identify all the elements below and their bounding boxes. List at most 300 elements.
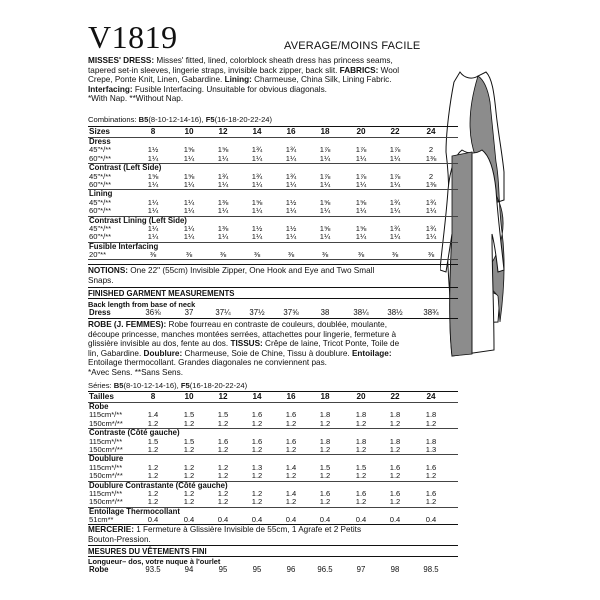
english-description	[88, 56, 458, 104]
yardage-cell: 1.5	[183, 410, 195, 420]
yardage-cell: 1⅜	[425, 179, 437, 189]
yardage-cell: 1.2	[217, 488, 229, 498]
measurement-cell: 94	[184, 565, 194, 574]
yardage-cell: 1.8	[355, 436, 367, 446]
yardage-cell: 1⅜	[217, 197, 229, 207]
fabric-group-label: Dress	[89, 137, 111, 146]
yardage-cell: 1.5	[147, 436, 159, 446]
divider	[88, 298, 458, 299]
desc-line: Crepe, Ponte Knit, Linen, Gabardine.	[88, 75, 223, 85]
yardage-cell: 1¼	[217, 153, 229, 163]
measurement-cell: 93.5	[145, 565, 161, 574]
sizes-header-row	[88, 127, 458, 138]
yardage-cell: 1.2	[355, 471, 367, 481]
yardage-cell: 1.2	[251, 418, 263, 428]
yardage-cell: 1⅝	[319, 223, 331, 233]
yardage-cell: 1¾	[251, 145, 263, 155]
series-label: Séries:	[88, 381, 114, 390]
yardage-cell: 1¼	[389, 206, 401, 216]
yardage-cell: 1.6	[389, 488, 401, 498]
yardage-cell: 1⅜	[217, 223, 229, 233]
yardage-cell: 1¾	[425, 223, 437, 233]
measurement-cell: 38½	[387, 308, 403, 317]
yardage-cell: 0.4	[319, 515, 331, 525]
table-row	[88, 446, 458, 455]
yardage-cell: 1⅞	[319, 145, 331, 155]
yardage-cell: 1½	[251, 223, 263, 233]
table-row	[88, 225, 458, 233]
sizes-label: Sizes	[89, 127, 110, 136]
size-header-cell: 18	[320, 392, 330, 401]
yardage-cell: 1¾	[425, 197, 437, 207]
yardage-cell: 1¼	[355, 232, 367, 242]
combo-code: F5	[180, 381, 190, 390]
divider	[88, 545, 458, 546]
french-finished-robe-row	[88, 566, 458, 574]
fabric-group-label: Doublure Contrastante (Côté gauche)	[89, 480, 228, 490]
yardage-cell: 1.2	[285, 418, 297, 428]
yardage-cell: 1.2	[251, 471, 263, 481]
yardage-cell: 1.2	[183, 471, 195, 481]
size-header-cell: 16	[286, 127, 296, 136]
yardage-cell: 1⅝	[319, 197, 331, 207]
measurement-cell: 37⅝	[283, 308, 299, 317]
yardage-cell: 1¼	[251, 153, 263, 163]
yardage-cell: 1.2	[355, 444, 367, 454]
french-metrage-table	[88, 392, 458, 525]
yardage-cell: 1.2	[319, 418, 331, 428]
fabric-group-heading	[88, 138, 458, 146]
sizes-header-row	[88, 392, 458, 403]
yardage-cell: 1.2	[147, 488, 159, 498]
table-row	[88, 146, 458, 154]
fabric-width-label: 115cm*/**	[89, 488, 123, 498]
yardage-cell: 1.3	[251, 462, 263, 472]
yardage-cell: 1¼	[217, 179, 229, 189]
fabric-width-label: 45"*/**	[89, 171, 112, 181]
size-header-cell: 10	[184, 392, 194, 401]
lining-text: Charmeuse, China Silk, Lining Fabric.	[251, 75, 392, 85]
desc-line: découpe princesse, manches montées serrées, attachettes pour lingerie, fermeture à	[88, 329, 397, 339]
series-line	[88, 381, 247, 390]
yardage-cell: 1¼	[147, 153, 159, 163]
yardage-cell: 1.2	[355, 497, 367, 507]
desc-line: lin, Gabardine.	[88, 348, 144, 358]
yardage-cell: 1.6	[217, 436, 229, 446]
yardage-cell: 1.2	[217, 497, 229, 507]
size-header-cell: 24	[426, 392, 436, 401]
desc-line: Entoilage thermocollant. Grandes diagonales ne conviennent pas.	[88, 358, 327, 368]
fabric-width-label: 51cm**	[89, 515, 114, 525]
yardage-cell: 1½	[285, 197, 297, 207]
combo-sizes: (16-18-20-22-24)	[214, 115, 273, 124]
yardage-cell: ⅜	[357, 250, 365, 260]
yardage-cell: 1¼	[285, 232, 297, 242]
yardage-cell: 1.8	[389, 410, 401, 420]
fabric-group-label: Contraste (Côté gauche)	[89, 428, 180, 438]
yardage-cell: 1¼	[147, 206, 159, 216]
fabric-width-label: 150cm*/**	[89, 444, 123, 454]
mercerie-text: Bouton-Pression.	[88, 534, 151, 544]
fabric-group-heading	[88, 403, 458, 411]
yardage-cell: ⅜	[321, 250, 329, 260]
yardage-cell: 1.2	[285, 497, 297, 507]
yardage-cell: 1¼	[183, 223, 195, 233]
fabric-group-label: Robe	[89, 402, 109, 411]
fabric-width-label: 115cm*/**	[89, 410, 123, 420]
yardage-cell: 1¾	[251, 171, 263, 181]
fabric-width-label: 150cm*/**	[89, 418, 123, 428]
desc-line: Fusible Interfacing. Unsuitable for obvious diagonals.	[134, 84, 327, 94]
yardage-cell: 1¼	[217, 206, 229, 216]
table-row	[88, 173, 458, 181]
measurement-cell: 98.5	[423, 565, 439, 574]
fabric-width-label: 20"**	[89, 250, 107, 260]
fabric-width-label: 60"*/**	[89, 153, 112, 163]
measurement-cell: 38¼	[353, 308, 369, 317]
table-row	[88, 438, 458, 446]
combo-code: B5	[113, 381, 124, 390]
yardage-cell: 1.2	[389, 444, 401, 454]
yardage-cell: ⅜	[253, 250, 261, 260]
yardage-cell: 1.2	[217, 462, 229, 472]
fabric-width-label: 115cm*/**	[89, 436, 123, 446]
yardage-cell: 1.5	[355, 462, 367, 472]
yardage-cell: 1.6	[251, 410, 263, 420]
fabric-width-label: 60"*/**	[89, 206, 112, 216]
yardage-cell: 1¼	[147, 232, 159, 242]
yardage-cell: 1⅞	[389, 171, 401, 181]
yardage-cell: 1.2	[389, 471, 401, 481]
yardage-cell: ⅜	[185, 250, 193, 260]
combo-sizes: (8-10-12-14-16),	[123, 381, 181, 390]
yardage-cell: 1.4	[285, 488, 297, 498]
fabric-width-label: 45"*/**	[89, 223, 112, 233]
yardage-cell: 1.2	[355, 418, 367, 428]
yardage-cell: 1¼	[355, 179, 367, 189]
yardage-cell: 1¼	[183, 179, 195, 189]
yardage-cell: 1.2	[251, 488, 263, 498]
divider	[88, 264, 458, 265]
measurement-cell: 95	[252, 565, 262, 574]
combinations-label: Combinations:	[88, 115, 139, 124]
size-header-cell: 14	[252, 127, 262, 136]
yardage-cell: 1.2	[217, 471, 229, 481]
size-header-cell: 8	[150, 392, 156, 401]
yardage-cell: 1.5	[319, 462, 331, 472]
yardage-cell: 0.4	[425, 515, 437, 525]
size-header-cell: 18	[320, 127, 330, 136]
fabric-group-heading	[88, 217, 458, 225]
yardage-cell: 1⅝	[147, 171, 159, 181]
yardage-cell: 1¼	[251, 232, 263, 242]
yardage-cell: 1.6	[251, 436, 263, 446]
combo-code: F5	[205, 115, 215, 124]
yardage-cell: 1.2	[147, 418, 159, 428]
table-row	[88, 566, 458, 574]
notions	[88, 266, 458, 285]
mercerie-text: 1 Fermeture à Glissière Invisible de 55cm, 1 Agrafe et 2 Petits	[133, 525, 362, 534]
size-header-cell: 8	[150, 127, 156, 136]
yardage-cell: 1.6	[425, 488, 437, 498]
yardage-cell: 1.2	[251, 444, 263, 454]
table-row	[88, 411, 458, 419]
yardage-cell: 1.3	[425, 444, 437, 454]
fabric-width-label: 45"*/**	[89, 145, 112, 155]
yardage-cell: ⅜	[149, 250, 157, 260]
yardage-cell: 1¼	[389, 232, 401, 242]
yardage-cell: 1.8	[389, 436, 401, 446]
yardage-cell: 1.2	[183, 462, 195, 472]
yardage-cell: 1⅝	[355, 197, 367, 207]
fabrics-label: FABRICS:	[339, 65, 379, 75]
yardage-cell: 1¼	[147, 179, 159, 189]
desc-line: Charmeuse, Soie de Chine, Tissu à doublure.	[182, 348, 352, 358]
size-header-cell: 14	[252, 392, 262, 401]
yardage-cell: 1¼	[425, 232, 437, 242]
english-finished-dress-row	[88, 309, 458, 317]
table-row	[88, 251, 458, 260]
yardage-cell: 1¾	[389, 197, 401, 207]
yardage-cell: 1.4	[147, 410, 159, 420]
size-header-cell: 10	[184, 127, 194, 136]
yardage-cell: 0.4	[355, 515, 367, 525]
english-yardage-table	[88, 127, 458, 260]
yardage-cell: 1¼	[285, 206, 297, 216]
fabric-group-label: Doublure	[89, 454, 124, 464]
yardage-cell: 1.2	[183, 444, 195, 454]
desc-line: Crêpe de laine, Tricot Ponte, Toile de	[262, 339, 400, 349]
difficulty-level: AVERAGE/MOINS FACILE	[284, 40, 421, 52]
table-row	[88, 181, 458, 190]
yardage-cell: 1⅝	[251, 197, 263, 207]
combo-code: B5	[138, 115, 149, 124]
lining-label: Lining:	[224, 75, 252, 85]
fabric-group-heading	[88, 190, 458, 198]
doublure-label: Doublure:	[143, 348, 183, 358]
measurement-cell: 38	[320, 308, 330, 317]
yardage-cell: 1.2	[319, 497, 331, 507]
notions-label: NOTIONS:	[88, 266, 129, 275]
combo-sizes: (16-18-20-22-24)	[189, 381, 248, 390]
measurement-cell: 98	[390, 565, 400, 574]
yardage-cell: 1.6	[319, 488, 331, 498]
yardage-cell: 1⅜	[425, 153, 437, 163]
yardage-cell: 1.2	[147, 497, 159, 507]
measurement-cell: 36⅝	[145, 308, 161, 317]
yardage-cell: 0.4	[251, 515, 263, 525]
yardage-cell: 1¼	[217, 232, 229, 242]
yardage-cell: 1.6	[389, 462, 401, 472]
yardage-cell: 1¾	[285, 145, 297, 155]
yardage-cell: 1⅝	[355, 223, 367, 233]
yardage-cell: 1⅝	[217, 145, 229, 155]
measurement-cell: 37¼	[215, 308, 231, 317]
yardage-cell: 1⅝	[183, 145, 195, 155]
entoilage-label: Entoilage:	[351, 348, 392, 358]
yardage-cell: 1.5	[183, 436, 195, 446]
yardage-cell: 1.2	[217, 444, 229, 454]
yardage-cell: 1¾	[389, 223, 401, 233]
measurement-cell: 95	[218, 565, 228, 574]
fabric-width-label: 115cm*/**	[89, 462, 123, 472]
yardage-cell: 1¼	[183, 153, 195, 163]
table-row	[88, 199, 458, 207]
yardage-cell: 1.5	[217, 410, 229, 420]
size-header-cell: 22	[390, 392, 400, 401]
garment-label: Dress	[89, 308, 111, 317]
yardage-cell: 1¼	[425, 206, 437, 216]
size-header-cell: 12	[218, 392, 228, 401]
size-header-cell: 20	[356, 127, 366, 136]
fabric-group-label: Contrast (Left Side)	[89, 163, 162, 173]
yardage-cell: 0.4	[147, 515, 159, 525]
yardage-cell: 1½	[285, 223, 297, 233]
fabric-width-label: 45"*/**	[89, 197, 112, 207]
yardage-cell: ⅜	[219, 250, 227, 260]
yardage-cell: 1¼	[183, 232, 195, 242]
yardage-cell: 1.2	[319, 471, 331, 481]
interfacing-label: Interfacing:	[88, 84, 133, 94]
size-header-cell: 16	[286, 392, 296, 401]
yardage-cell: 1.2	[183, 418, 195, 428]
measurement-cell: 37	[184, 308, 194, 317]
yardage-cell: 1¼	[319, 206, 331, 216]
yardage-cell: 1.2	[425, 471, 437, 481]
notions-text: One 22" (55cm) Invisible Zipper, One Hook and Eye and Two Small	[128, 266, 375, 275]
sizes-label: Tailles	[89, 392, 114, 401]
yardage-cell: 0.4	[389, 515, 401, 525]
yardage-cell: 1¼	[319, 232, 331, 242]
finished-measurements-title: MESURES DU VÊTEMENTS FINI	[88, 547, 207, 556]
combinations-line	[88, 115, 272, 124]
yardage-cell: 1¾	[285, 171, 297, 181]
measurement-cell: 38¾	[423, 308, 439, 317]
fabrics-text: Wool	[378, 65, 400, 75]
fabric-group-label: Fusible Interfacing	[89, 241, 159, 251]
yardage-cell: 1.2	[389, 497, 401, 507]
yardage-cell: 1.4	[285, 462, 297, 472]
tissus-label: TISSUS:	[230, 339, 263, 349]
yardage-cell: 1.6	[425, 462, 437, 472]
yardage-cell: 1⅞	[355, 145, 367, 155]
yardage-cell: 1.2	[285, 471, 297, 481]
yardage-cell: 0.4	[285, 515, 297, 525]
divider	[88, 287, 458, 288]
yardage-cell: 2	[428, 145, 434, 155]
mercerie-label: MERCERIE:	[88, 525, 134, 534]
yardage-cell: 1.2	[217, 418, 229, 428]
yardage-cell: 1.2	[425, 497, 437, 507]
yardage-cell: 1¼	[355, 206, 367, 216]
yardage-cell: 1.2	[147, 471, 159, 481]
measurement-cell: 97	[356, 565, 366, 574]
fabric-width-label: 60"*/**	[89, 179, 112, 189]
finished-measurements-title: FINISHED GARMENT MEASUREMENTS	[88, 289, 235, 298]
size-header-cell: 22	[390, 127, 400, 136]
back-length-label: Longueur– dos, votre nuque à l'ourlet	[88, 557, 221, 566]
desc-line: Robe fourreau en contraste de couleurs, doublée, moulante,	[166, 320, 388, 329]
divider	[88, 318, 458, 319]
table-row	[88, 490, 458, 498]
yardage-cell: 1.8	[425, 436, 437, 446]
yardage-cell: 1¼	[251, 206, 263, 216]
yardage-cell: 1.2	[389, 418, 401, 428]
yardage-cell: 1⅝	[183, 171, 195, 181]
yardage-cell: 1.8	[355, 410, 367, 420]
yardage-cell: 0.4	[217, 515, 229, 525]
mercerie	[88, 525, 458, 544]
yardage-cell: 1⅞	[389, 145, 401, 155]
yardage-cell: 1.2	[147, 462, 159, 472]
yardage-cell: 1¼	[147, 197, 159, 207]
yardage-cell: 1.6	[285, 410, 297, 420]
yardage-cell: 1¼	[319, 153, 331, 163]
yardage-cell: 1.2	[183, 488, 195, 498]
size-header-cell: 24	[426, 127, 436, 136]
desc-title: MISSES' DRESS:	[88, 56, 155, 65]
yardage-cell: 1¼	[285, 179, 297, 189]
yardage-cell: 1.2	[251, 497, 263, 507]
combo-sizes: (8-10-12-14-16),	[148, 115, 206, 124]
table-row	[88, 309, 458, 317]
table-row	[88, 464, 458, 472]
yardage-cell: 1.2	[183, 497, 195, 507]
fabric-group-label: Contrast Lining (Left Side)	[89, 215, 187, 225]
desc-line: glissière invisible au dos, fente au dos.	[88, 339, 231, 349]
yardage-cell: 1.2	[147, 444, 159, 454]
yardage-cell: 1½	[147, 145, 159, 155]
yardage-cell: ⅜	[287, 250, 295, 260]
desc-line: *Avec Sens. **Sans Sens.	[88, 367, 183, 377]
fabric-width-label: 150cm*/**	[89, 471, 123, 481]
size-header-cell: 12	[218, 127, 228, 136]
measurement-cell: 37½	[249, 308, 265, 317]
size-header-cell: 20	[356, 392, 366, 401]
yardage-cell: ⅜	[391, 250, 399, 260]
fabric-group-label: Entoilage Thermocollant	[89, 506, 180, 516]
yardage-cell: 1¼	[389, 179, 401, 189]
yardage-cell: 1¼	[355, 153, 367, 163]
fabric-group-heading	[88, 455, 458, 463]
fabric-group-heading	[88, 429, 458, 437]
yardage-cell: 1.8	[319, 410, 331, 420]
yardage-cell: 1¼	[389, 153, 401, 163]
yardage-cell: 1⅞	[319, 171, 331, 181]
yardage-cell: 1.6	[285, 436, 297, 446]
measurement-cell: 96.5	[317, 565, 333, 574]
yardage-cell: 1¼	[183, 206, 195, 216]
garment-label: Robe	[89, 565, 109, 574]
fabric-group-heading	[88, 482, 458, 490]
fabric-width-label: 150cm*/**	[89, 497, 123, 507]
pattern-number: V1819	[88, 19, 178, 55]
back-length-label: Back length from base of neck	[88, 300, 196, 309]
yardage-cell: 1.6	[355, 488, 367, 498]
desc-line: *With Nap. **Without Nap.	[88, 94, 184, 104]
desc-line: tapered set-in sleeves, lingerie straps, invisible back zipper, back slit.	[88, 65, 338, 75]
yardage-cell: 1¼	[183, 197, 195, 207]
measurement-cell: 96	[286, 565, 296, 574]
yardage-cell: 1.8	[425, 410, 437, 420]
yardage-cell: 1.2	[285, 444, 297, 454]
yardage-cell: 1.2	[425, 418, 437, 428]
fabric-group-heading	[88, 243, 458, 251]
yardage-cell: 1.8	[319, 436, 331, 446]
fabric-group-heading	[88, 508, 458, 516]
yardage-cell: 2	[428, 171, 434, 181]
yardage-cell: 1¼	[147, 223, 159, 233]
